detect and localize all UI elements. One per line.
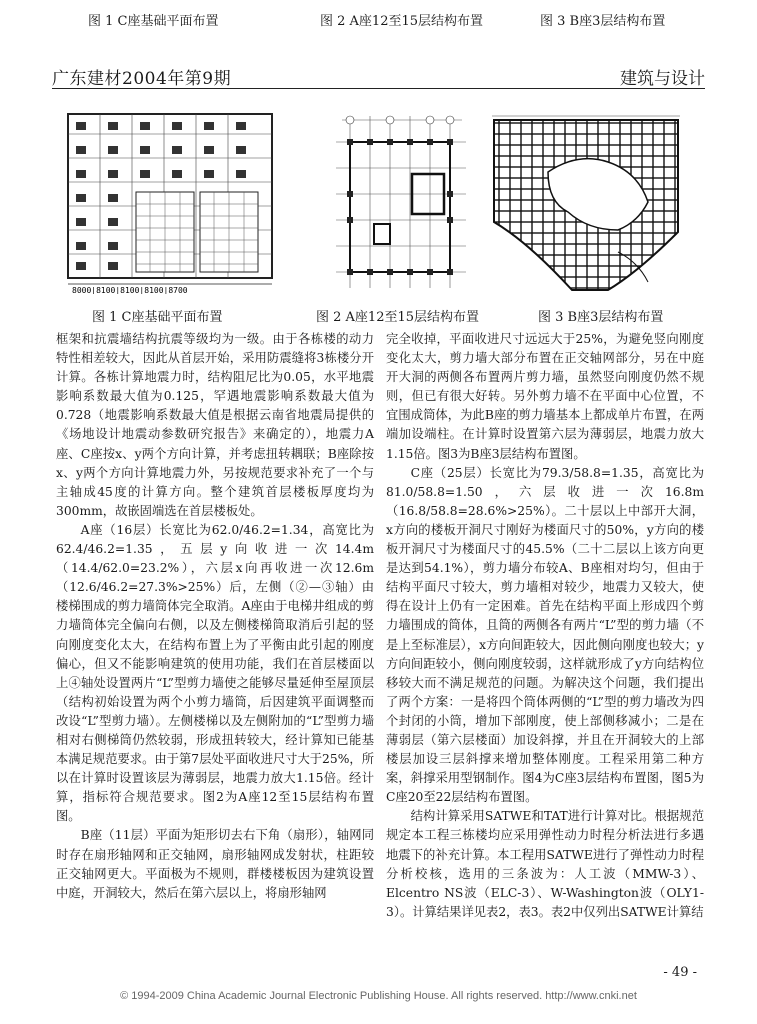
page-number: - 49 - xyxy=(663,965,697,980)
figure-3-caption: 图 3 B座3层结构布置 xyxy=(538,310,664,325)
journal-title: 广东建材2004年第9期 xyxy=(52,69,232,89)
figure-1 xyxy=(66,112,274,294)
figure-3 xyxy=(488,112,684,294)
top-caption-2: 图 2 A座12至15层结构布置 xyxy=(320,14,484,29)
section-title: 建筑与设计 xyxy=(620,69,705,89)
copyright-footer: © 1994-2009 China Academic Journal Electronic Publishing House. All rights reserved. http://www.cnki.net xyxy=(120,990,637,1002)
figure-1-caption: 图 1 C座基础平面布置 xyxy=(92,310,223,325)
figure-2 xyxy=(330,112,472,294)
figure-2-caption: 图 2 A座12至15层结构布置 xyxy=(316,310,480,325)
top-caption-3: 图 3 B座3层结构布置 xyxy=(540,14,666,29)
left-paragraph-1: 框架和抗震墙结构抗震等级均为一级。由于各栋楼的动力特性相差较大，因此从首层开始，采用防震缝将3栋楼分开计算。各栋计算地震力时，结构阻尼比为0.05，水平地震影响系数最大值为0.125，罕遇地震影响系数最大值为0.728（地震影响系数最大值是根据云南省地震局提供的《场地设计地震动参数研究报告》来确定的），地震力A座、C座按x、y两个方向计算，并考虑扭转耦联；B座除按x、y两个方向计算地震力外，另按规范要求补充了一个与主轴成45度的计算方向。整个建筑首层楼板厚度均为300mm，故嵌固端选在首层楼板处。 xyxy=(56,332,374,518)
right-column xyxy=(386,330,704,922)
figure-2-drawing xyxy=(330,112,472,294)
right-paragraph-3: 结构计算采用SATWE和TAT进行计算对比。根据规范规定本工程三栋楼均应采用弹性动力时程分析法进行多遇地震下的补充计算。本工程用SATWE进行了弹性动力时程分析校核，选用的三条波为：人工波（MMW-3）、Elcentro NS波（ELC-3）、W-Washington波（OLY1-3）。计算结果详见表2，表3。表2中仅列出SATWE计算结 xyxy=(386,809,704,919)
left-paragraph-2: A座（16层）长宽比为62.0/46.2=1.34，高宽比为62.4/46.2=1.35，五层y向收进一次14.4m（14.4/62.0=23.2%），六层x向再收进一次12.6m（12.6/46.2=27.3%>25%）后，左侧（②—③轴）由楼梯围成的剪力墙筒体完全取消。A座由于电梯井组成的剪力墙筒体完全偏向右侧，以及左侧楼梯筒取消后引起的竖向刚度变化太大，在结构布置上为了平衡由此引起的刚度偏心，但又不能影响建筑的使用功能，我们在首层楼面以上④轴处设置两片“L”型剪力墙使之能够尽量延伸至屋顶层（结构初始设置为两个小剪力墙筒，后因建筑平面调整而改设“L”型剪力墙）。左侧楼梯以及左侧附加的“L”型剪力墙相对右侧梯筒仍然较弱，形成扭转较大，经计算知已能基本满足规范要求。由于第7层处平面收进尺寸大于25%，所以在计算时设置该层为薄弱层，地震力放大1.15倍。经计算，指标符合规范要求。图2为A座12至15层结构布置图。 xyxy=(56,522,374,824)
figure-1-drawing xyxy=(66,112,274,294)
top-caption-strip xyxy=(0,0,757,36)
left-column xyxy=(56,330,374,903)
top-caption-1: 图 1 C座基础平面布置 xyxy=(88,14,219,29)
right-paragraph-2: C座（25层）长宽比为79.3/58.8=1.35，高宽比为81.0/58.8=1.50，六层收进一次16.8m（16.8/58.8=28.6%>25%）。二十层以上中部开大洞，x方向的楼板开洞尺寸刚好为楼面尺寸的50%，y方向的楼板开洞尺寸为楼面尺寸的45.5%（二十二层以上该方向更是达到54.1%），剪力墙分布较A、B座相对均匀，但由于结构平面尺寸较大，剪力墙相对较少，地震力又较大，使得在设计上仍有一定困难。首先在结构平面上形成四个剪力墙围成的筒体，且筒的两侧各有两片“L”型的剪力墙（不是上至标准层），x方向间距较大，因此侧向刚度也较大；y方向间距较小，侧向刚度较弱，这样就形成了y方向结构位移较大而不满足规范的问题。为解决这个问题，我们提出了两个方案：一是将四个筒体两侧的“L”型的剪力墙改为四个封闭的小筒，增加下部刚度，使上部侧移减小；二是在薄弱层（第六层楼面）加设斜撑，并且在开洞较大的上部楼层加设三层斜撑来增加整体刚度。工程采用第二种方案，斜撑采用型钢制作。图4为C座3层结构布置图，图5为C座20至22层结构布置图。 xyxy=(386,465,704,805)
right-paragraph-1: 完全收掉，平面收进尺寸远远大于25%，为避免竖向刚度变化太大，剪力墙大部分布置在正交轴网部分，另在中庭开大洞的两侧各布置两片剪力墙，虽然竖向刚度仍然不规则，但已有很大好转。另外剪力墙不在平面中心位置，不宜围成筒体，为此B座的剪力墙基本上都成单片布置，在两端加设端柱。在计算时设置第六层为薄弱层，地震力放大1.15倍。图3为B座3层结构布置图。 xyxy=(386,332,704,461)
figure-3-drawing xyxy=(488,112,684,294)
left-paragraph-3: B座（11层）平面为矩形切去右下角（扇形），轴网同时存在扇形轴网和正交轴网，扇形轴网成发射状，柱距较正交轴网更大。平面极为不规则，群楼楼板因为建筑设置中庭，开洞较大，然后在第六层以上，将扇形轴网 xyxy=(56,828,374,900)
figure-1-axis-labels: 8000|8100|8100|8100|8700 xyxy=(72,286,188,294)
running-header xyxy=(52,64,705,89)
